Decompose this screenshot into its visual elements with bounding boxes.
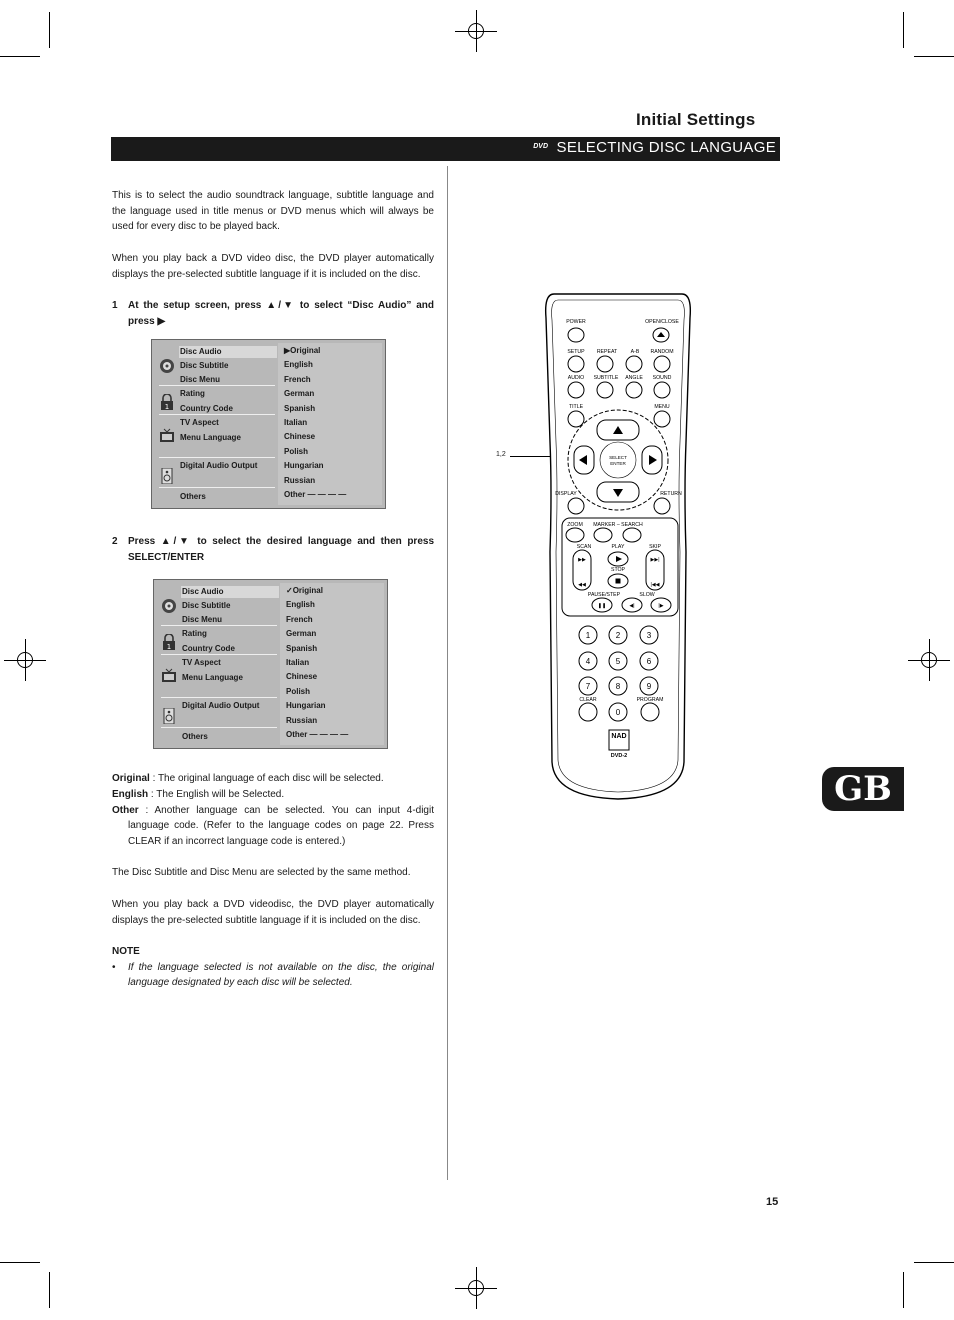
digit-button-2[interactable] (609, 626, 627, 644)
registration-mark-left (10, 645, 40, 675)
digit-label: 3 (646, 631, 652, 640)
model-label: DVD-2 (610, 753, 628, 759)
definition-english: : The English will be Selected. (148, 788, 285, 800)
term-english: English (112, 788, 149, 800)
slow-reverse-icon: ◀| (629, 603, 635, 609)
return-label: RETURN (660, 491, 682, 497)
angle-label: ANGLE (625, 375, 643, 381)
menu-item[interactable]: Disc Audio (180, 347, 222, 356)
definition-other: : Another language can be selected. You can input 4-digit language code. (Refer to the language codes on page 22. Press CLEAR if an incorrect language code is entered.) (128, 804, 434, 848)
page-number: 15 (766, 1196, 779, 1208)
definition-original: : The original language of each disc will be selected. (149, 773, 384, 784)
language-option[interactable]: Chinese (284, 432, 316, 442)
enter-label: ENTER (610, 461, 626, 466)
language-option[interactable]: German (286, 629, 317, 639)
select-enter-button[interactable] (600, 442, 636, 478)
language-option[interactable]: Hungarian (286, 701, 326, 711)
language-option[interactable]: Russian (284, 475, 316, 485)
menu-item[interactable]: Rating (182, 629, 207, 638)
language-option[interactable]: French (284, 374, 311, 384)
skip-label: SKIP (649, 544, 661, 550)
slow-label: SLOW (639, 592, 655, 598)
language-option[interactable]: Polish (284, 446, 309, 456)
callout-label: 1,2 (496, 451, 506, 458)
same-method-paragraph: The Disc Subtitle and Disc Menu are selected by the same method. (112, 866, 411, 878)
language-option[interactable]: ▶Original (284, 346, 321, 355)
menu-item[interactable]: Country Code (180, 404, 233, 413)
intro-paragraph-1: This is to select the audio soundtrack language, subtitle language and the language used in title menus or DVD menus which will always be used for every disc to be played back. (112, 190, 434, 232)
digit-button-1[interactable] (579, 626, 597, 644)
speaker-icon (159, 468, 175, 484)
clear-button[interactable] (579, 703, 597, 721)
menu-item[interactable]: Menu Language (180, 433, 241, 442)
svg-text:1: 1 (164, 403, 170, 410)
select-label: SELECT (609, 455, 627, 460)
menu-item[interactable]: Rating (180, 389, 205, 398)
setup-menu-screen-1 (151, 339, 386, 509)
menu-item[interactable]: Country Code (182, 644, 235, 653)
stop-icon (616, 579, 621, 584)
step-number: 1 (112, 300, 118, 311)
language-option[interactable]: Other — — — — (286, 730, 349, 739)
return-button[interactable] (654, 498, 670, 514)
digit-button-3[interactable] (640, 626, 658, 644)
zoom-button[interactable] (566, 528, 584, 542)
menu-item[interactable]: Others (182, 732, 208, 741)
program-label: PROGRAM (636, 697, 664, 703)
pause-step-label: PAUSE/STEP (587, 592, 621, 598)
language-option[interactable]: German (284, 389, 315, 399)
menu-options (278, 343, 382, 505)
angle-button[interactable] (626, 382, 642, 398)
pause-icon: ❚❚ (597, 603, 607, 609)
language-option[interactable]: Italian (284, 418, 308, 427)
section-title: SELECTING DISC LANGUAGE (556, 139, 776, 156)
step-1 (112, 298, 434, 329)
digit-button-4[interactable] (579, 652, 597, 670)
sound-button[interactable] (654, 382, 670, 398)
digit-label: 1 (585, 631, 591, 640)
menu-item[interactable]: Disc Subtitle (182, 601, 231, 610)
open-close-label: OPEN/CLOSE (645, 319, 679, 325)
dvd-logo-icon: DVD (533, 143, 548, 150)
language-option[interactable]: Chinese (286, 672, 318, 682)
page-title: Initial Settings (636, 110, 756, 129)
note-bullet: If the language selected is not available on the disc, the original language designated by each disc will be selected. (128, 961, 434, 988)
power-label: POWER (566, 319, 586, 325)
language-option[interactable]: Hungarian (284, 461, 324, 471)
language-option[interactable]: French (286, 614, 313, 624)
language-option[interactable]: English (286, 600, 315, 610)
option-definitions (112, 771, 434, 928)
fast-forward-icon: ▶▶ (578, 557, 586, 563)
digit-label: 8 (615, 682, 621, 691)
menu-item[interactable]: Menu Language (182, 673, 243, 682)
registration-mark-right (914, 645, 944, 675)
skip-prev-icon: |◀◀ (650, 582, 660, 588)
language-option[interactable]: Polish (286, 686, 311, 696)
digit-label: 2 (615, 631, 621, 640)
term-original: Original (112, 773, 150, 784)
note-box: NOTE • If the language selected is not available on the disc, the original language designated by each disc will be selected. (112, 946, 434, 988)
zoom-label: ZOOM (567, 522, 583, 528)
auto-subtitle-paragraph: When you play back a DVD videodisc, the DVD player automatically displays the pre-selected subtitle language if it is included on the disc. (112, 898, 434, 926)
svg-text:1: 1 (166, 643, 172, 650)
play-label: PLAY (611, 544, 625, 550)
repeat-button[interactable] (597, 356, 613, 372)
fast-rewind-icon: ◀◀ (578, 582, 586, 588)
note-heading: NOTE (112, 946, 140, 957)
language-option[interactable]: Italian (286, 658, 310, 667)
repeat-label: REPEAT (596, 349, 618, 355)
menu-item[interactable]: Disc Menu (182, 615, 223, 624)
program-button[interactable] (641, 703, 659, 721)
registration-mark-bottom (461, 1273, 491, 1303)
menu-item[interactable]: Disc Audio (182, 587, 224, 596)
menu-categories (156, 344, 274, 504)
speaker-icon (161, 708, 177, 724)
digit-button-7[interactable] (579, 677, 597, 695)
lock-icon (159, 394, 175, 410)
section-banner (111, 137, 780, 161)
menu-categories (158, 584, 276, 744)
remote-control (540, 292, 696, 802)
menu-item[interactable]: Disc Menu (180, 375, 221, 384)
disc-icon (159, 358, 175, 374)
marker-search-label: MARKER – SEARCH (593, 522, 643, 528)
clear-label: CLEAR (579, 697, 597, 703)
marker-button[interactable] (594, 528, 612, 542)
digit-button-0[interactable] (609, 703, 627, 721)
digit-button-6[interactable] (640, 652, 658, 670)
digit-label: 4 (585, 657, 591, 666)
menu-item[interactable]: Disc Subtitle (180, 361, 229, 370)
tv-icon (159, 428, 175, 444)
language-option[interactable]: ✓Original (286, 586, 323, 595)
brand-label: NAD (611, 733, 627, 740)
ab-button[interactable] (626, 356, 642, 372)
term-other: Other (112, 804, 139, 816)
ab-label: A-B (630, 349, 640, 355)
menu-options (280, 583, 384, 745)
language-option[interactable]: Spanish (284, 403, 316, 413)
subtitle-label: SUBTITLE (593, 375, 619, 381)
menu-button[interactable] (654, 411, 670, 427)
display-label: DISPLAY (555, 491, 577, 497)
step-text: Press ▲/▼ to select the desired language and then press SELECT/ENTER (128, 536, 434, 563)
digit-label: 5 (615, 657, 621, 666)
language-option[interactable]: Other — — — — (284, 490, 347, 499)
random-label: RANDOM (650, 349, 674, 355)
menu-label: MENU (654, 404, 670, 410)
language-option[interactable]: English (284, 360, 313, 370)
random-button[interactable] (654, 356, 670, 372)
disc-icon (161, 598, 177, 614)
tv-icon (161, 668, 177, 684)
column-divider (447, 166, 448, 1180)
digit-label: 0 (615, 708, 621, 717)
menu-item[interactable]: TV Aspect (180, 418, 219, 427)
display-button[interactable] (568, 498, 584, 514)
audio-label: AUDIO (567, 375, 585, 381)
sound-label: SOUND (652, 375, 672, 381)
slow-forward-icon: |▶ (658, 603, 664, 609)
digit-label: 7 (585, 682, 591, 691)
menu-item[interactable]: TV Aspect (182, 658, 221, 667)
step-number: 2 (112, 536, 118, 547)
menu-item[interactable]: Digital Audio Output (182, 701, 260, 710)
digit-button-9[interactable] (640, 677, 658, 695)
title-button[interactable] (568, 411, 584, 427)
digit-button-8[interactable] (609, 677, 627, 695)
menu-item[interactable]: Others (180, 492, 206, 501)
lock-icon (161, 634, 177, 650)
title-label: TITLE (568, 404, 584, 410)
setup-button[interactable] (568, 356, 584, 372)
language-option[interactable]: Russian (286, 715, 318, 725)
registration-mark-top (461, 16, 491, 46)
menu-item[interactable]: Digital Audio Output (180, 461, 258, 470)
digit-button-5[interactable] (609, 652, 627, 670)
step-2 (112, 534, 434, 565)
subtitle-button[interactable] (597, 382, 613, 398)
stop-label: STOP (610, 567, 626, 573)
intro-paragraph-2: When you play back a DVD video disc, the DVD player automatically displays the pre-selected subtitle language if it is included on the disc. (112, 253, 434, 280)
setup-menu-screen-2 (153, 579, 388, 749)
scan-label: SCAN (576, 544, 592, 550)
setup-label: SETUP (567, 349, 585, 355)
step-text: At the setup screen, press ▲/▼ to select “Disc Audio” and press ▶ (128, 300, 434, 327)
digit-label: 9 (646, 682, 652, 691)
skip-next-icon: ▶▶| (650, 557, 660, 563)
digit-label: 6 (646, 657, 652, 666)
search-button[interactable] (623, 528, 641, 542)
audio-button[interactable] (568, 382, 584, 398)
language-tab: GB (822, 767, 904, 811)
language-option[interactable]: Spanish (286, 643, 318, 653)
